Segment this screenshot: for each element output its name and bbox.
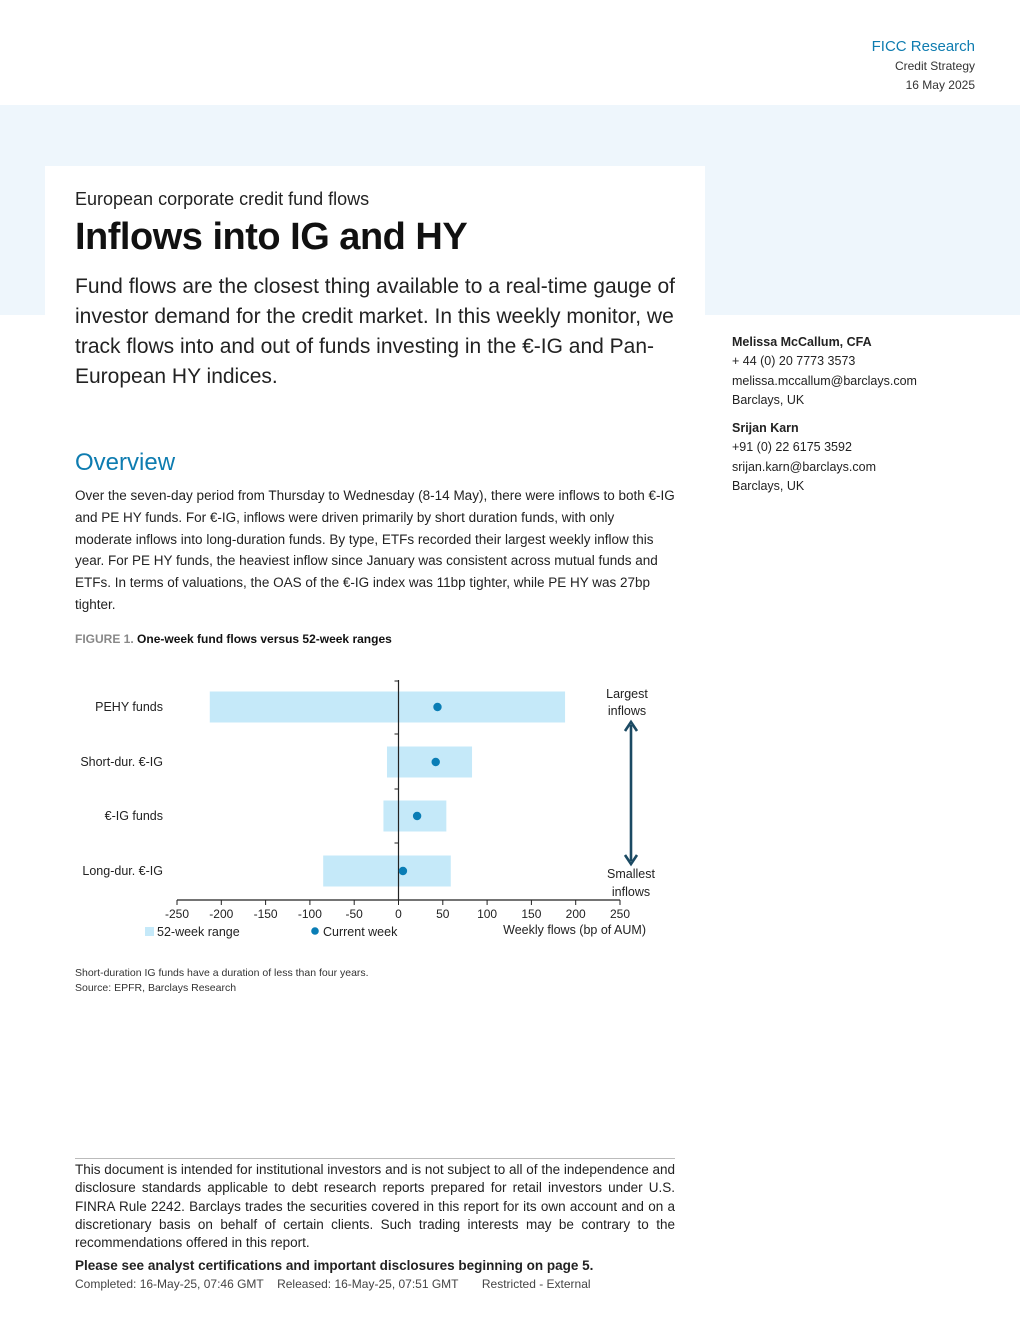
author-email[interactable]: melissa.mccallum@barclays.com xyxy=(732,373,917,388)
x-tick-label: -50 xyxy=(345,907,363,921)
category-label: Short-dur. €-IG xyxy=(80,755,163,769)
x-tick-label: 0 xyxy=(395,907,402,921)
author-phone: + 44 (0) 20 7773 3573 xyxy=(732,354,856,369)
footer-divider xyxy=(75,1158,675,1159)
fund-flows-chart xyxy=(60,665,660,950)
x-tick-label: 50 xyxy=(436,907,450,921)
footnote-text: Short-duration IG funds have a duration of less than four years. xyxy=(75,967,369,979)
current-week-marker xyxy=(433,703,441,711)
legend-swatch-range xyxy=(145,927,154,936)
legend-label-current: Current week xyxy=(323,925,398,939)
author-location: Barclays, UK xyxy=(732,479,805,494)
classification-label: Restricted - External xyxy=(481,1277,591,1291)
disclaimer-text: This document is intended for institutional investors and is not subject to all of the independence and disclosure standards applicable to debt research reports prepared for retail investors under U.S. FINRA Rule 2242. Barclays trades the securities covered in this report for its own account and on a discretionary basis on behalf of certain clients. Such trading interests may be contrary to the recommendations offered in this report. xyxy=(75,1162,675,1251)
kicker: European corporate credit fund flows xyxy=(75,189,370,209)
author-card xyxy=(732,419,917,496)
overview-heading: Overview xyxy=(75,449,176,476)
figure-footnotes xyxy=(75,966,369,995)
x-tick-label: -250 xyxy=(164,907,190,921)
figure-number: FIGURE 1. xyxy=(75,632,134,646)
release-metadata xyxy=(75,1277,601,1291)
category-label: PEHY funds xyxy=(95,700,163,714)
x-tick-label: 150 xyxy=(521,907,542,921)
x-tick-label: -150 xyxy=(253,907,278,921)
annotation-top-line: Largest xyxy=(606,687,648,701)
current-week-marker xyxy=(413,812,421,820)
x-axis-title: Weekly flows (bp of AUM) xyxy=(503,923,646,937)
legend-marker-current xyxy=(311,927,319,935)
range-bar xyxy=(210,692,565,723)
source-text: Source: EPFR, Barclays Research xyxy=(75,981,237,994)
report-date: 16 May 2025 xyxy=(905,78,975,92)
overview-paragraph: Over the seven-day period from Thursday to Wednesday (8-14 May), there were inflows to both €-IG and PE HY funds. For €-IG, inflows were driven primarily by short duration funds, with only moderate inflows into long-duration funds. By type, ETFs recorded their largest weekly inflow this year. For PE HY funds, the heaviest inflow since January was consistent across mutual funds and ETFs. In terms of valuations, the OAS of the €-IG index was 11bp tighter, while PE HY was 27bp tighter. xyxy=(75,488,675,612)
author-phone: +91 (0) 22 6175 3592 xyxy=(732,440,852,455)
x-tick-label: -200 xyxy=(209,907,234,921)
annotation-top-line: inflows xyxy=(607,704,647,718)
annotation-bottom-line: Smallest xyxy=(607,867,655,881)
author-list xyxy=(732,333,917,505)
x-tick-label: 200 xyxy=(565,907,586,921)
section-label: Credit Strategy xyxy=(894,59,975,73)
figure-caption xyxy=(75,632,392,646)
page-title: Inflows into IG and HY xyxy=(75,216,468,258)
author-email[interactable]: srijan.karn@barclays.com xyxy=(732,459,876,474)
range-bar xyxy=(323,856,451,887)
range-bar xyxy=(387,747,472,778)
completed-time: Completed: 16-May-25, 07:46 GMT xyxy=(75,1277,264,1291)
category-label: €-IG funds xyxy=(104,809,163,823)
annotation-bottom-line: inflows xyxy=(611,885,651,899)
current-week-marker xyxy=(399,867,407,875)
category-label: Long-dur. €-IG xyxy=(82,864,163,878)
disclosures-note: Please see analyst certifications and important disclosures beginning on page 5. xyxy=(75,1258,594,1273)
figure-title: One-week fund flows versus 52-week ranges xyxy=(137,632,392,646)
author-name: Melissa McCallum, CFA xyxy=(732,335,872,349)
deck-summary: Fund flows are the closest thing available to a real-time gauge of investor demand for the credit market. In this weekly monitor, we track flows into and out of funds investing in the €-IG and Pan-European HY indices. xyxy=(75,275,676,388)
author-card xyxy=(732,333,917,410)
x-tick-label: -100 xyxy=(297,907,322,921)
brand-label: FICC Research xyxy=(871,38,975,55)
x-tick-label: 100 xyxy=(477,907,498,921)
x-tick-label: 250 xyxy=(609,907,631,921)
current-week-marker xyxy=(432,758,440,766)
legend-label-range: 52-week range xyxy=(157,925,240,939)
report-header xyxy=(872,37,975,95)
released-time: Released: 16-May-25, 07:51 GMT xyxy=(277,1277,459,1291)
author-name: Srijan Karn xyxy=(732,421,799,436)
author-location: Barclays, UK xyxy=(732,392,805,407)
